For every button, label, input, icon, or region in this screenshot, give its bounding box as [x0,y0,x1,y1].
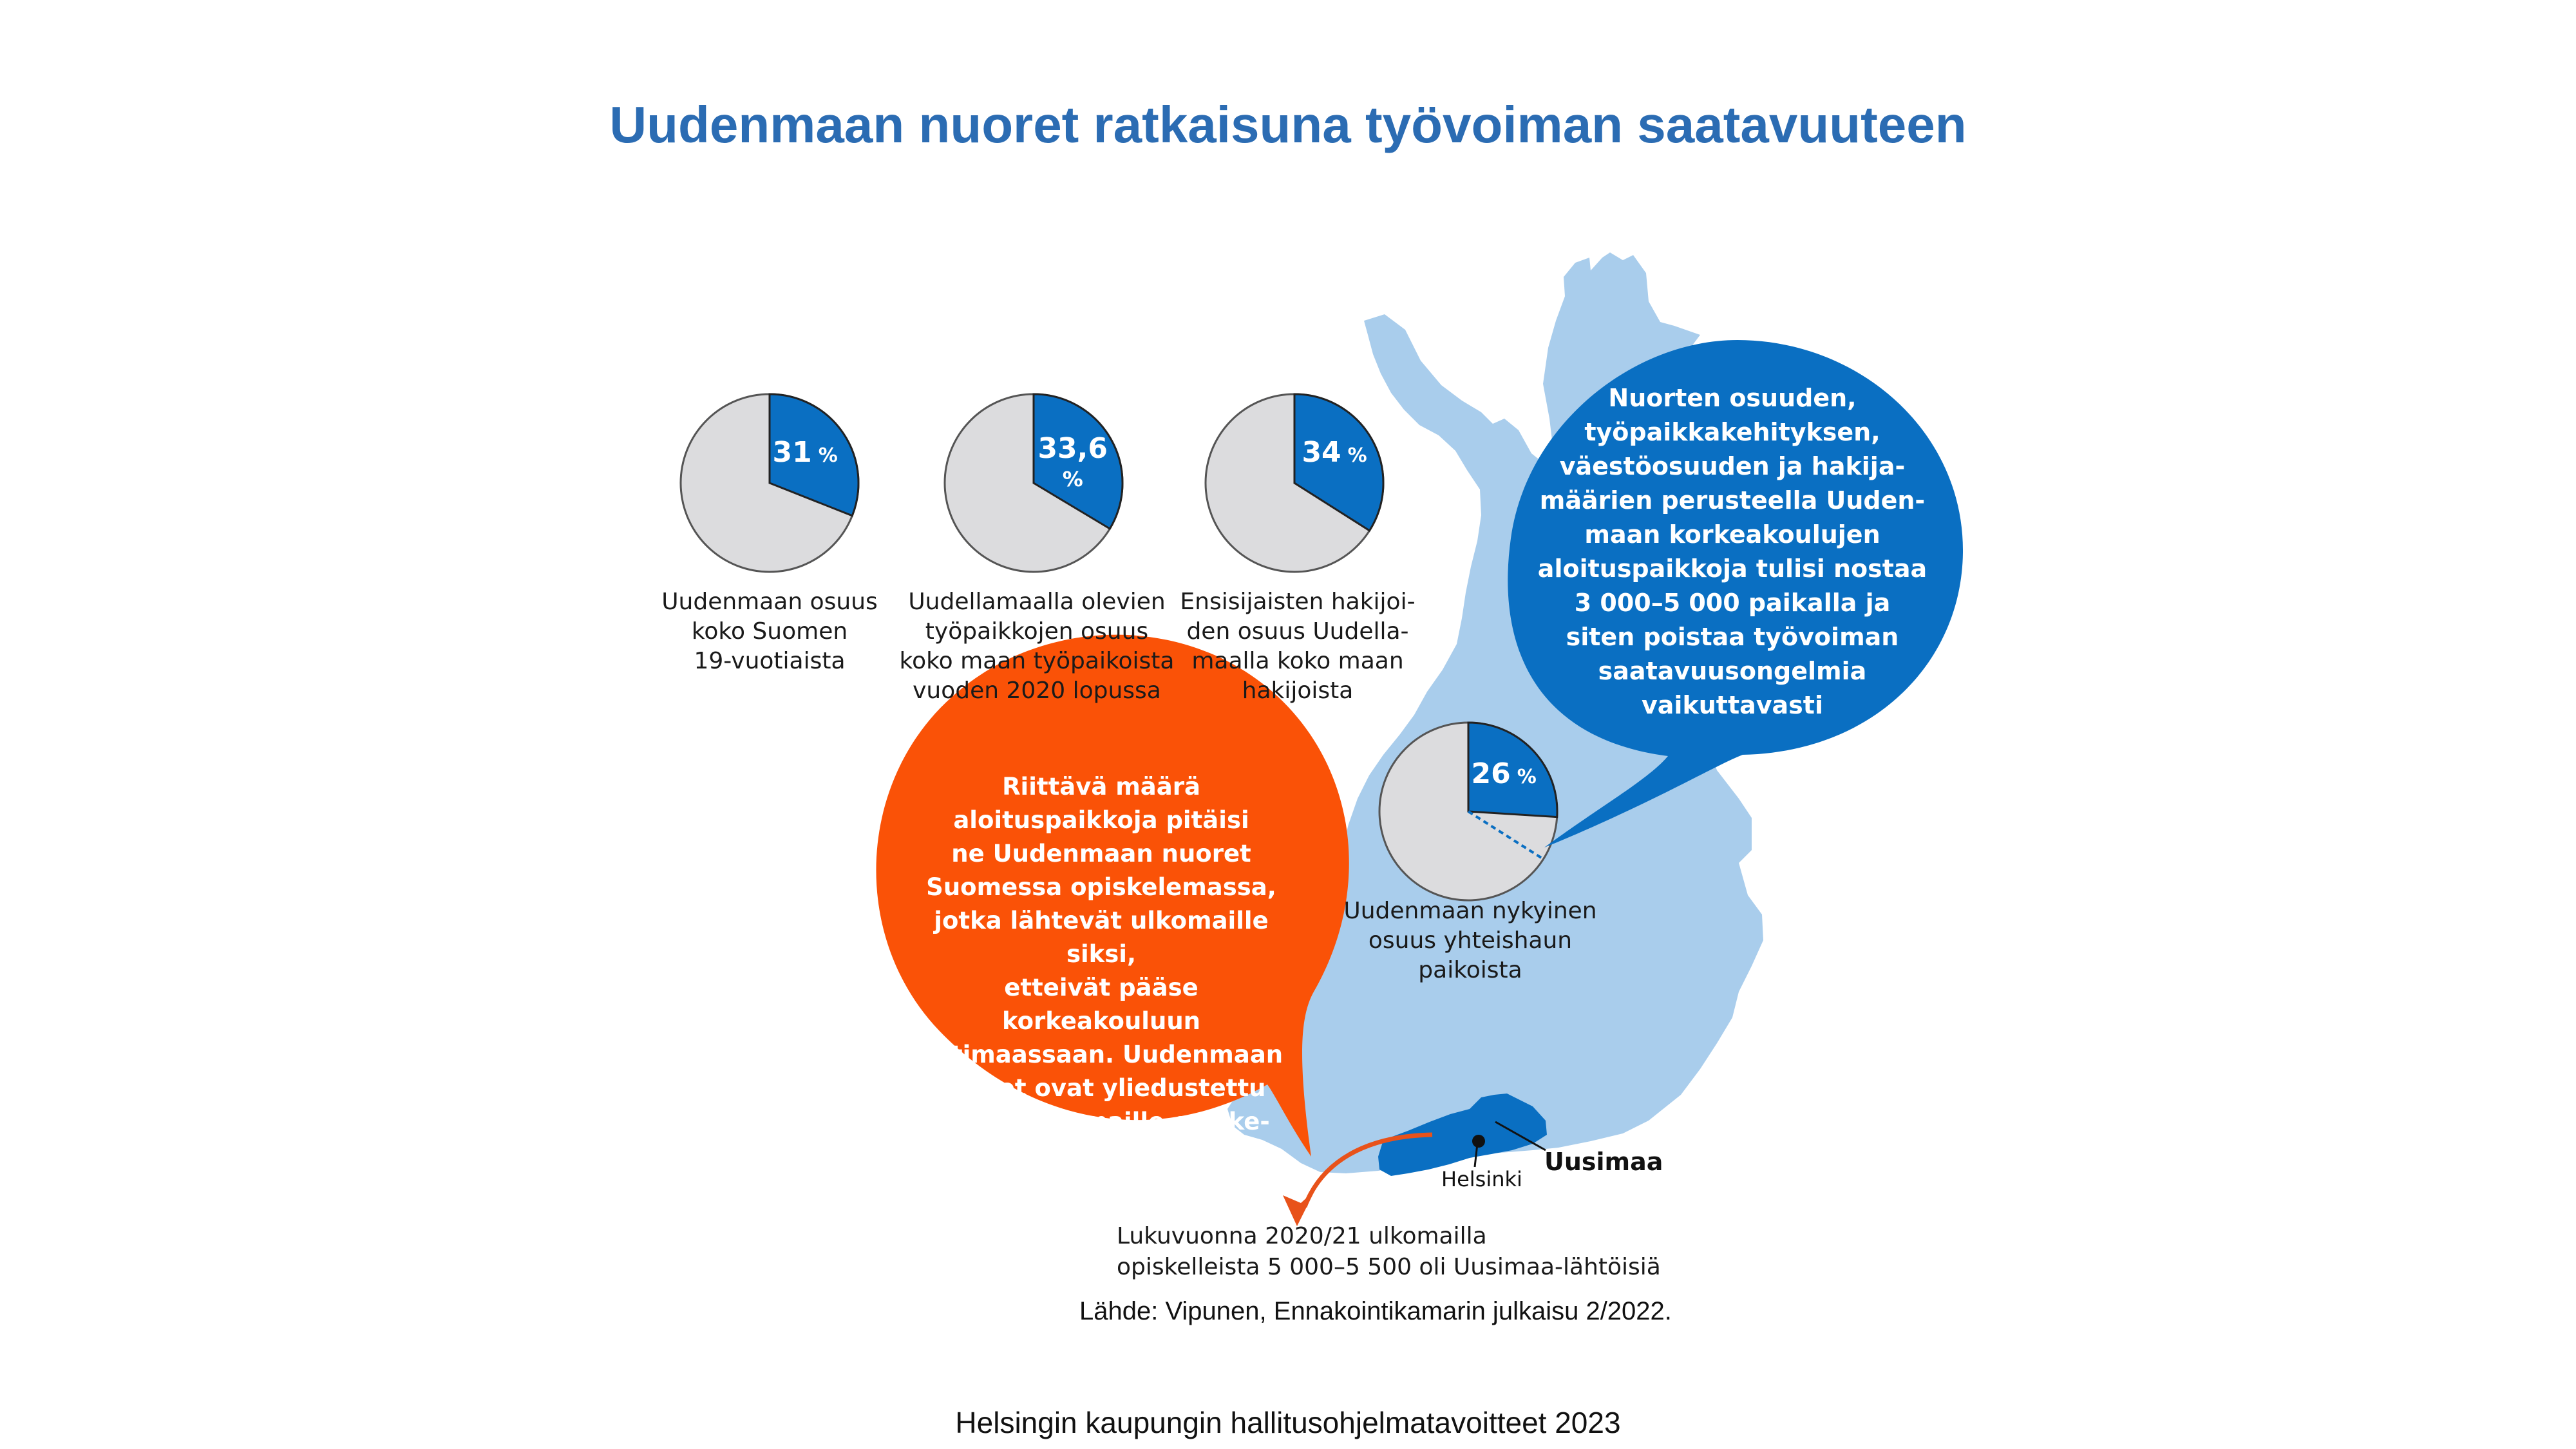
pie-value-label: 34 % [1302,435,1367,469]
pie-chart-yhteishaku [1379,723,1557,900]
pie-value-label: 31 % [772,435,838,469]
pie-chart-tyopaikat [945,394,1122,572]
page-title: Uudenmaan nuoret ratkaisuna työvoiman saatavuuteen [609,96,1967,153]
pie-chart-nuoret [681,394,858,572]
pie-caption-yhteishaku: Uudenmaan nykyinen osuus yhteishaun paikoista [1343,898,1597,983]
footer-text: Helsingin kaupungin hallitusohjelmatavoitteet 2023 [955,1406,1621,1439]
pie-caption-hakijat: Ensisijaisten hakijoi- den osuus Uudella- maalla koko maan hakijoista [1180,589,1416,704]
pie-caption-tyopaikat: Uudellamaalla olevien työpaikkojen osuus koko maan työpaikoista vuoden 2020 lopussa [899,589,1175,704]
orange-bubble-text: Riittävä määrä aloituspaikkoja pitäisi ne Uudenmaan nuoret Suomessa opiskelemassa, jotka lähtevät ulkomaille siksi, etteivät pääse korkeakouluun kotimaassaan. Uudenmaan nuoret ovat yliedustettu ryhmä ulkomaille opiske- lemaan lähtevissä [919,773,1283,1169]
helsinki-label: Helsinki [1441,1167,1522,1191]
pie-chart-hakijat [1206,394,1383,572]
helsinki-dot [1472,1135,1485,1148]
pie-caption-nuoret: Uudenmaan osuus koko Suomen 19-vuotiaista [661,589,878,674]
abroad-students-note: Lukuvuonna 2020/21 ulkomailla opiskelleista 5 000–5 500 oli Uusimaa-lähtöisiä [1117,1223,1661,1280]
source-note: Lähde: Vipunen, Ennakointikamarin julkaisu 2/2022. [1079,1297,1672,1325]
pie-value-label: 26 % [1471,757,1537,790]
uusimaa-label: Uusimaa [1544,1148,1663,1176]
pie-value-label: 33,6 % [1037,432,1108,492]
blue-bubble-text: Nuorten osuuden, työpaikkakehityksen, väestöosuuden ja hakija- määrien perusteella Uuden- maan korkeakoulujen aloituspaikkoja tulisi nostaa 3 000–5 000 paikalla ja siten poistaa työvoiman saatavuusongelmia vaikuttavasti [1537,384,1927,719]
